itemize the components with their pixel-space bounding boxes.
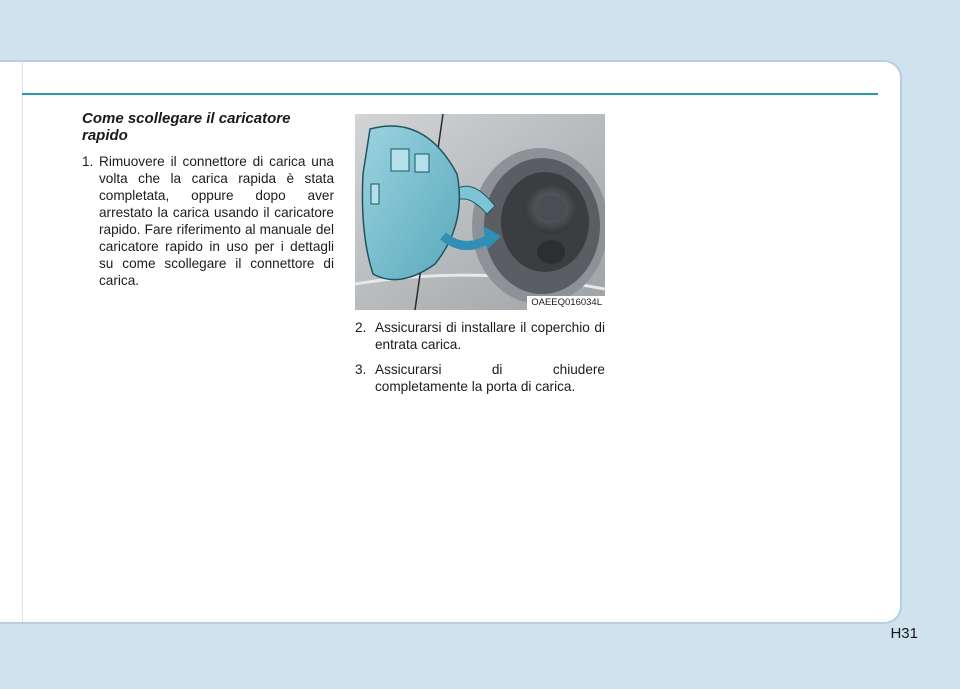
figure-code: OAEEQ016034L	[527, 296, 605, 310]
step-number: 1.	[82, 154, 94, 169]
step-text: Rimuovere il connettore di carica una volta che la carica rapida è stata completata, oppure dopo aver arrestato la carica usando il caricatore rapido. Fare riferimento al manuale del caricatore rapido in uso per i dettagli su come scollegare il connettore di carica.	[99, 154, 334, 288]
step-item	[355, 361, 605, 395]
step-text: Assicurarsi di installare il coperchio di entrata carica.	[375, 320, 605, 352]
step-item	[82, 153, 334, 289]
manual-page	[0, 62, 900, 622]
step-number: 3.	[355, 362, 367, 377]
section-title: Come scollegare il caricatore rapido	[82, 110, 291, 144]
page-number: H31	[890, 625, 918, 642]
right-column	[355, 114, 605, 403]
page-left-border	[22, 62, 23, 622]
left-column	[82, 110, 334, 297]
step-item	[355, 319, 605, 353]
charging-port-drawing	[355, 114, 605, 310]
step-text: Assicurarsi di chiudere completamente la porta di carica.	[375, 362, 605, 394]
header-rule	[22, 93, 878, 95]
step-number: 2.	[355, 320, 367, 335]
charging-port-illustration	[355, 114, 605, 310]
step-list	[355, 319, 605, 395]
